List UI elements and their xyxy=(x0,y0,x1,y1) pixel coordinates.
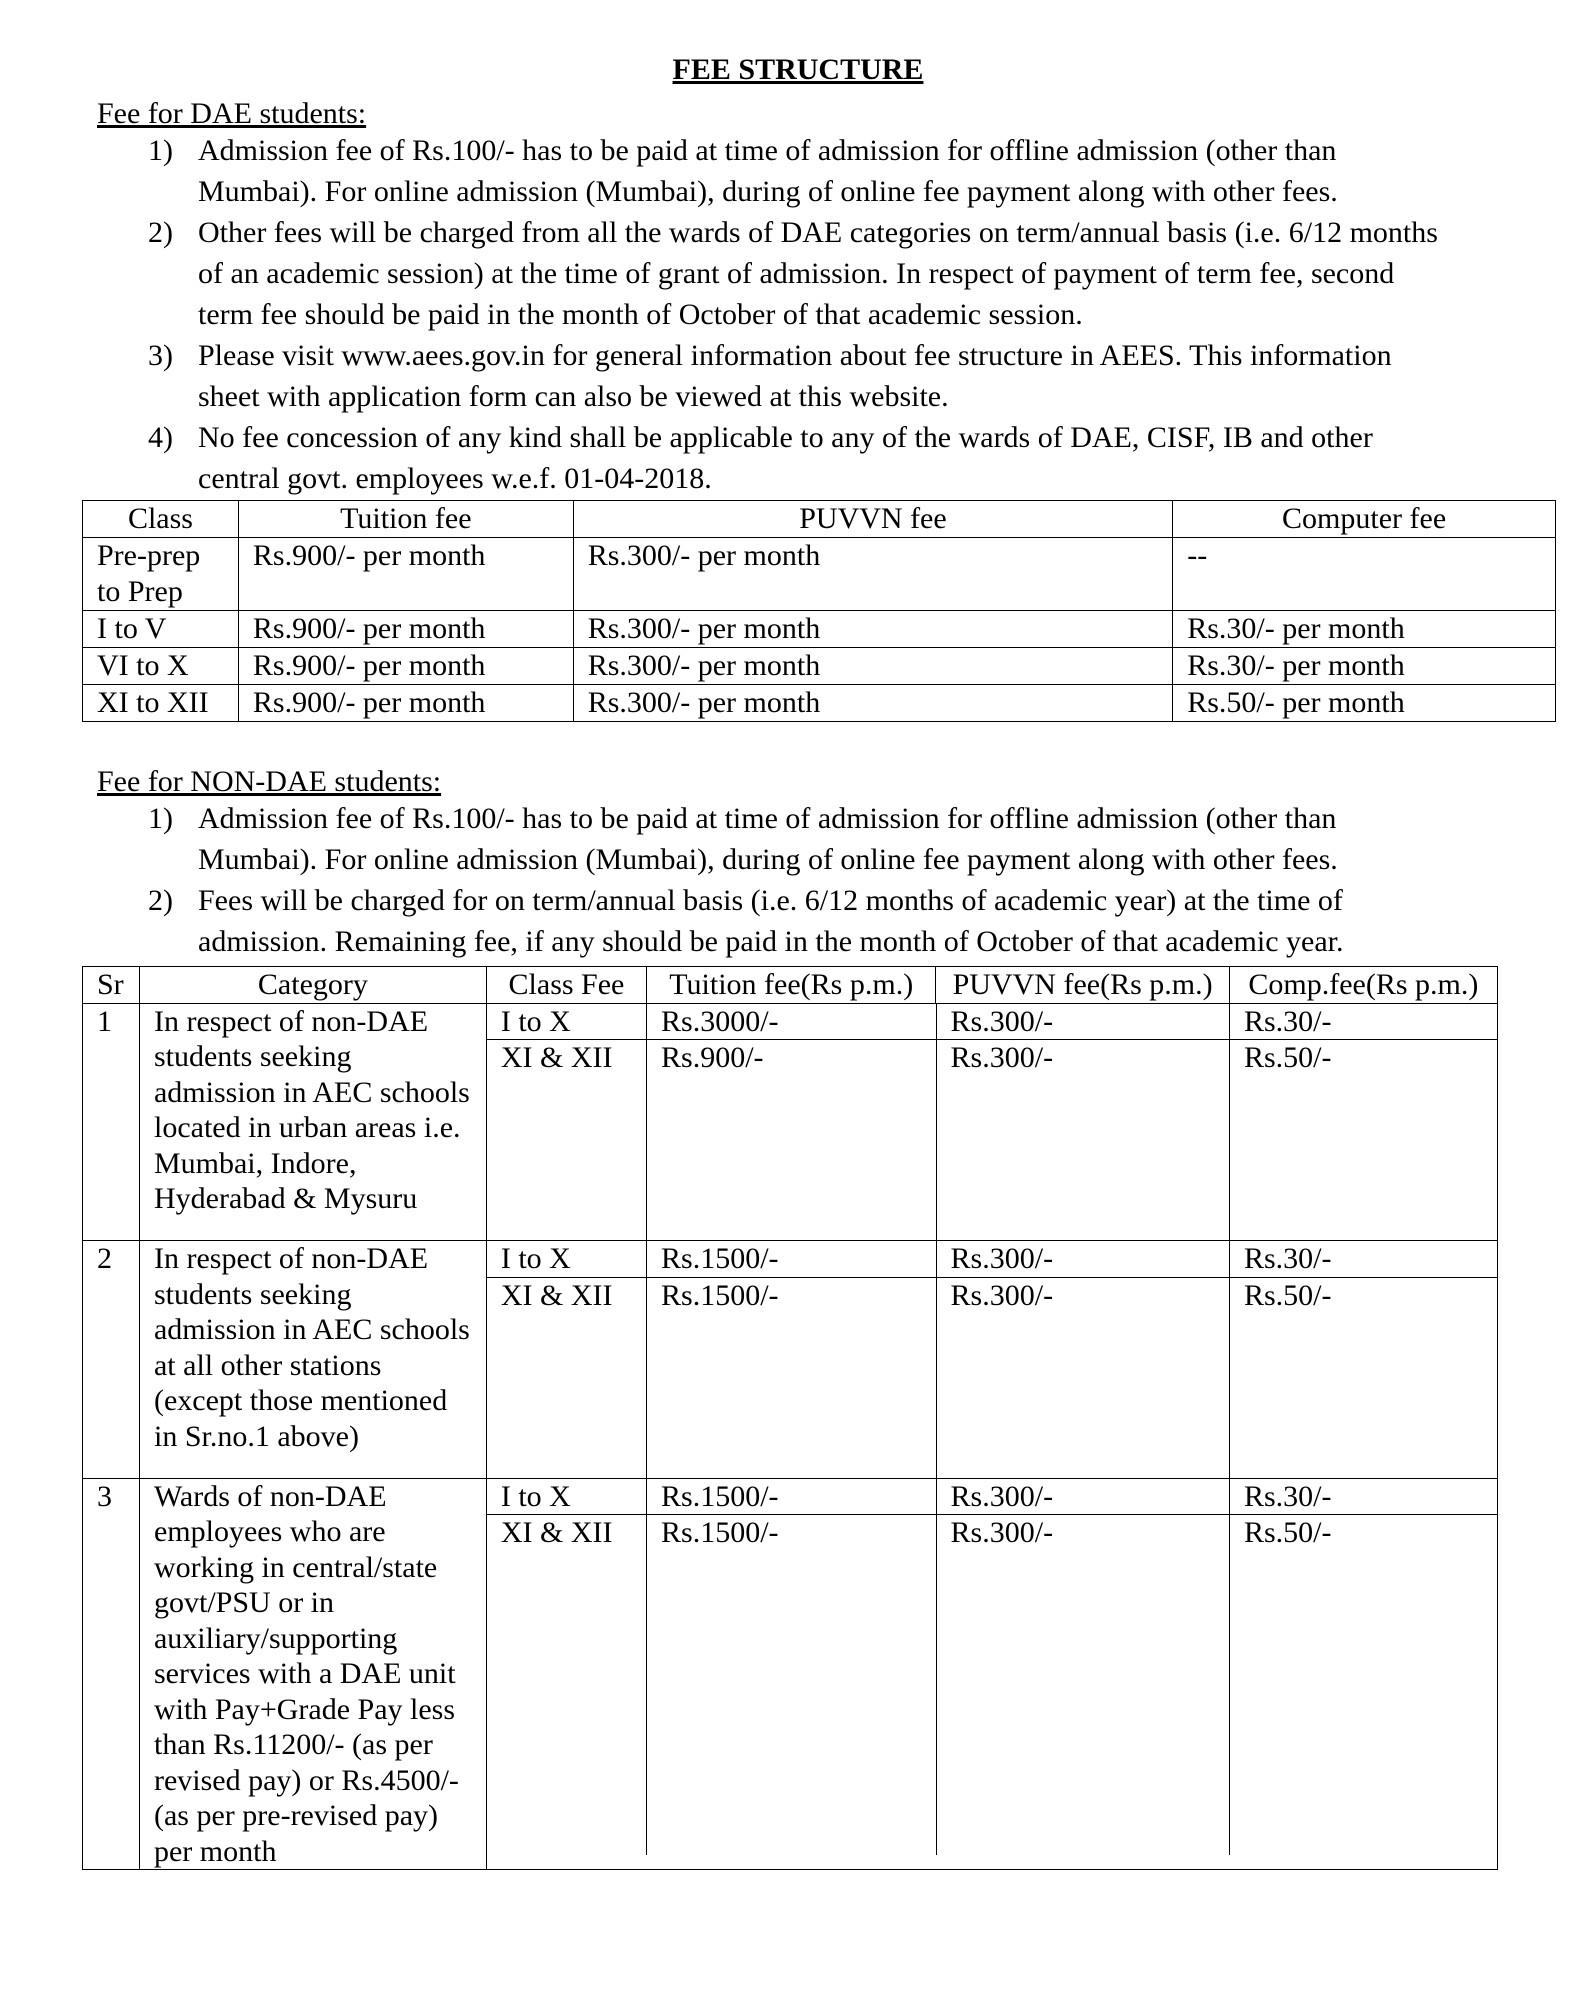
list-item: 3) Please visit www.aees.gov.in for general information about fee structure in AEES. This information sheet with application form can also be viewed at this website. xyxy=(148,339,1392,413)
table-row xyxy=(83,611,1556,648)
table-row xyxy=(83,1241,1498,1479)
table-row xyxy=(83,648,1556,685)
column-header: Comp.fee(Rs p.m.) xyxy=(1248,968,1479,1001)
fee-subtable xyxy=(487,1241,1497,1478)
fee-subtable xyxy=(487,1004,1497,1241)
category-cell: In respect of non-DAE students seeking admission in AEC schools at all other stations (except those mentioned in Sr.no.1 above) xyxy=(139,1241,486,1479)
table-cell: Rs.30/- per month xyxy=(1173,611,1556,648)
table-cell: Rs.900/- per month xyxy=(238,648,573,685)
table-cell: I to V xyxy=(83,611,239,648)
table-row xyxy=(83,1478,1498,1870)
fee-cell-group xyxy=(486,1478,1497,1870)
fee-header-subtable xyxy=(487,967,1497,1003)
fee-row: I to X Rs.1500/- Rs.300/- Rs.30/- xyxy=(487,1479,1497,1515)
table-cell: Rs.900/- per month xyxy=(238,685,573,722)
sr-cell: 3 xyxy=(83,1478,140,1870)
table-cell: Rs.900/- per month xyxy=(238,538,573,611)
table-row xyxy=(83,1003,1498,1241)
list-item: 2) Fees will be charged for on term/annual basis (i.e. 6/12 months of academic year) at the time of admission. Remaining fee, if any should be paid in the month of October of that academic year. xyxy=(148,884,1344,958)
table-cell: Rs.900/- per month xyxy=(238,611,573,648)
table-cell: Rs.300/- per month xyxy=(573,648,1173,685)
table-cell: Rs.30/- per month xyxy=(1173,648,1556,685)
fee-row: XI & XII Rs.1500/- Rs.300/- Rs.50/- xyxy=(487,1277,1497,1478)
table-row xyxy=(83,685,1556,722)
fee-header-group xyxy=(486,967,1497,1004)
column-header: Category xyxy=(139,967,486,1004)
page-title: FEE STRUCTURE xyxy=(672,53,924,86)
fee-row: XI & XII Rs.900/- Rs.300/- Rs.50/- xyxy=(487,1040,1497,1241)
table-cell: VI to X xyxy=(83,648,239,685)
table-cell: XI to XII xyxy=(83,685,239,722)
nondae-notes-list xyxy=(148,798,1448,962)
column-header: PUVVN fee xyxy=(573,501,1173,538)
fee-row: I to X Rs.3000/- Rs.300/- Rs.30/- xyxy=(487,1004,1497,1040)
column-header: PUVVN fee(Rs p.m.) xyxy=(936,967,1229,1003)
list-item: 1) Admission fee of Rs.100/- has to be paid at time of admission for offline admission (other than Mumbai). For online admission (Mumbai), during of online fee payment along with other fees. xyxy=(148,802,1338,876)
column-header: Sr xyxy=(83,967,140,1004)
column-header: Class Fee xyxy=(487,967,647,1003)
table-cell: Rs.50/- per month xyxy=(1173,685,1556,722)
category-cell: Wards of non-DAE employees who are working in central/state govt/PSU or in auxiliary/supporting services with a DAE unit with Pay+Grade Pay less than Rs.11200/- (as per revised pay) or Rs.4500/- (as per pre-revised pay) per month xyxy=(139,1478,486,1870)
column-header: Tuition fee xyxy=(238,501,573,538)
dae-fee-table xyxy=(82,500,1556,722)
category-cell: In respect of non-DAE students seeking admission in AEC schools located in urban areas i.e. Mumbai, Indore, Hyderabad & Mysuru xyxy=(139,1003,486,1241)
nondae-heading: Fee for NON-DAE students: xyxy=(97,765,442,798)
table-cell: -- xyxy=(1173,538,1556,611)
fee-subtable xyxy=(487,1479,1497,1856)
table-cell: Rs.300/- per month xyxy=(573,611,1173,648)
sr-cell: 2 xyxy=(83,1241,140,1479)
column-header: Tuition fee(Rs p.m.) xyxy=(647,967,936,1003)
column-header: Class xyxy=(83,501,239,538)
dae-notes-list xyxy=(148,130,1448,499)
table-cell: Rs.300/- per month xyxy=(573,685,1173,722)
fee-cell-group xyxy=(486,1241,1497,1479)
table-cell: Rs.300/- per month xyxy=(573,538,1173,611)
nondae-fee-table xyxy=(82,966,1498,1870)
sr-cell: 1 xyxy=(83,1003,140,1241)
list-item: 1) Admission fee of Rs.100/- has to be paid at time of admission for offline admission (other than Mumbai). For online admission (Mumbai), during of online fee payment along with other fees. xyxy=(148,134,1338,208)
dae-heading: Fee for DAE students: xyxy=(97,97,367,130)
fee-row: XI & XII Rs.1500/- Rs.300/- Rs.50/- xyxy=(487,1515,1497,1856)
table-header-row xyxy=(83,967,1498,1004)
fee-cell-group xyxy=(486,1003,1497,1241)
column-header: Computer fee xyxy=(1173,501,1556,538)
table-row xyxy=(83,538,1556,611)
list-item: 4) No fee concession of any kind shall be applicable to any of the wards of DAE, CISF, IB and other central govt. employees w.e.f. 01-04-2018. xyxy=(148,421,1373,495)
fee-row: I to X Rs.1500/- Rs.300/- Rs.30/- xyxy=(487,1241,1497,1277)
table-cell: Pre-prep to Prep xyxy=(83,538,239,611)
list-item: 2) Other fees will be charged from all the wards of DAE categories on term/annual basis (i.e. 6/12 months of an academic session) at the time of grant of admission. In respect of payment of term fee, second term fee should be paid in the month of October of that academic session. xyxy=(148,216,1438,331)
table-header-row xyxy=(83,501,1556,538)
